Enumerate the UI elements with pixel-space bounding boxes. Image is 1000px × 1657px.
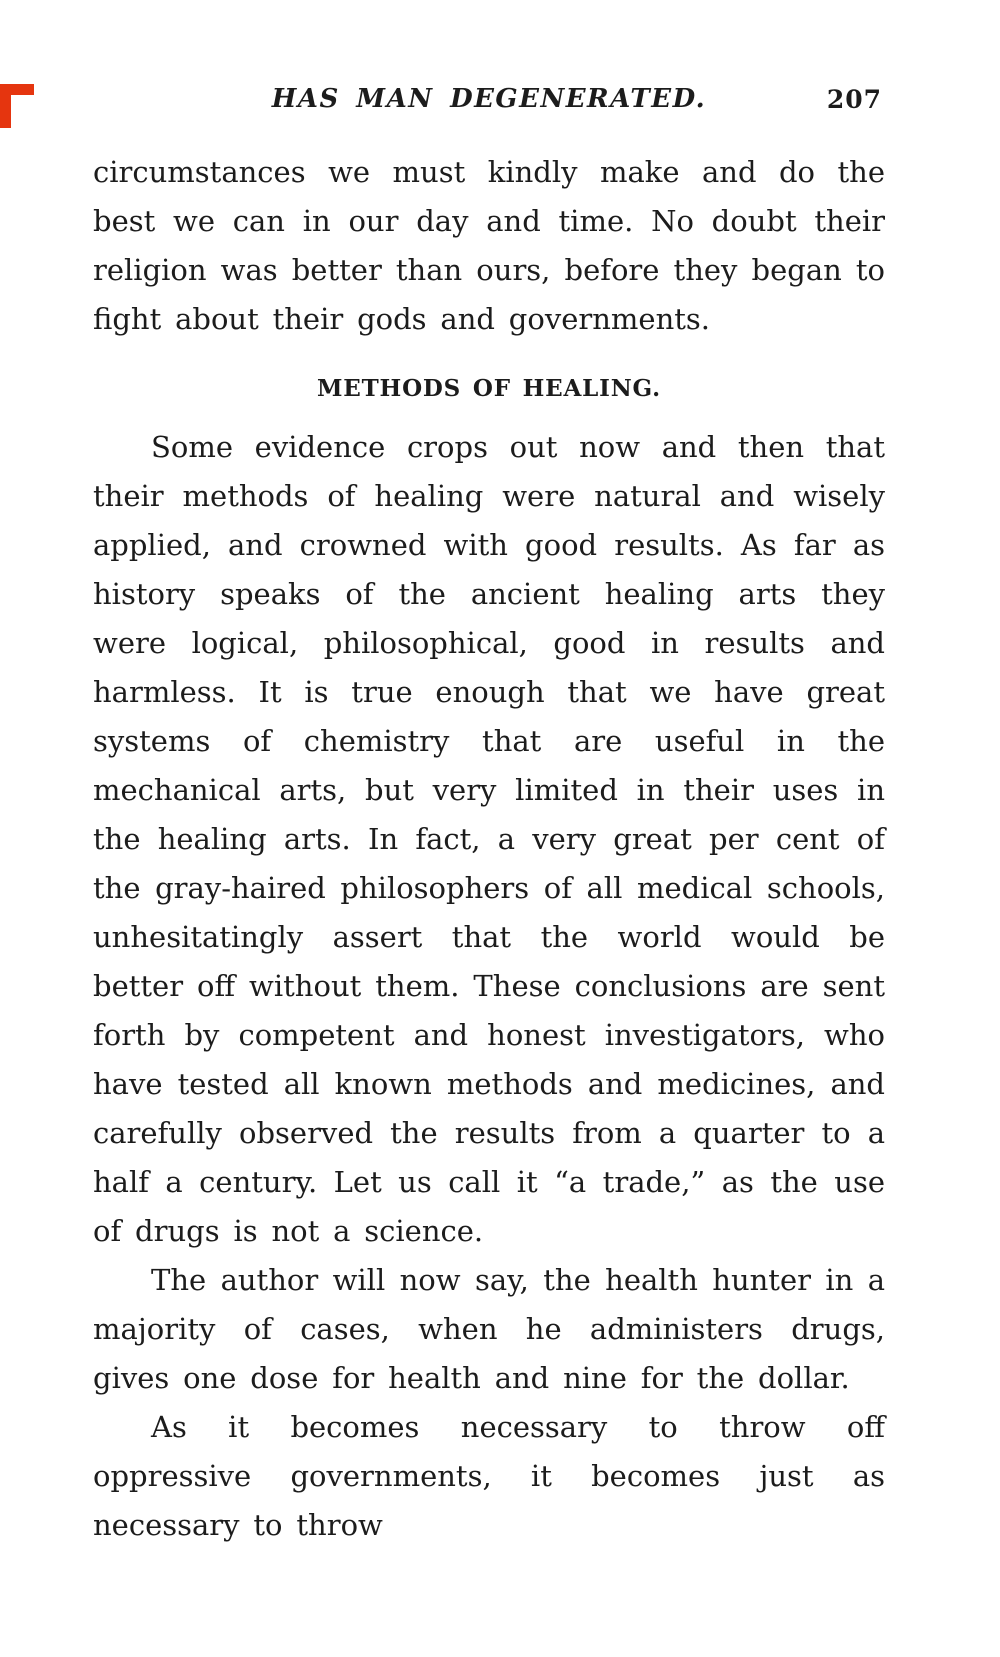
paragraph-methods-of-healing: Some evidence crops out now and then that their methods of healing were natural and wisely applied, and crowned with good results. As far as history speaks of the ancient healing arts they were logical, philosophical, good in results and harmless. It is true enough that we have great systems of chemistry that are useful in the mechanical arts, but very limited in their uses in the healing arts. In fact, a very great per cent of the gray-haired philosophers of all medical schools, unhesitatingly assert that the world would be better off without them. These conclusions are sent forth by competent and honest investigators, who have tested all known methods and medicines, and carefully observed the results from a quarter to a half a century. Let us call it “a trade,” as the use of drugs is not a science. — [93, 430, 885, 1248]
page-header — [0, 84, 1000, 126]
paragraph-oppressive-governments: As it becomes necessary to throw off oppressive governments, it becomes just as necessary to throw — [93, 1410, 885, 1542]
page-number: 207 — [826, 85, 882, 114]
running-title: HAS MAN DEGENERATED. — [271, 84, 707, 114]
page-body — [0, 126, 1000, 1550]
book-page — [0, 84, 1000, 1657]
paragraph-author-will-say: The author will now say, the health hunter in a majority of cases, when he administers drugs, gives one dose for health and nine for the dollar. — [93, 1263, 885, 1395]
section-heading: METHODS OF HEALING. — [317, 375, 661, 402]
paragraph-continuation: circumstances we must kindly make and do the best we can in our day and time. No doubt their religion was better than ours, before they began to fight about their gods and governments. — [93, 155, 885, 336]
